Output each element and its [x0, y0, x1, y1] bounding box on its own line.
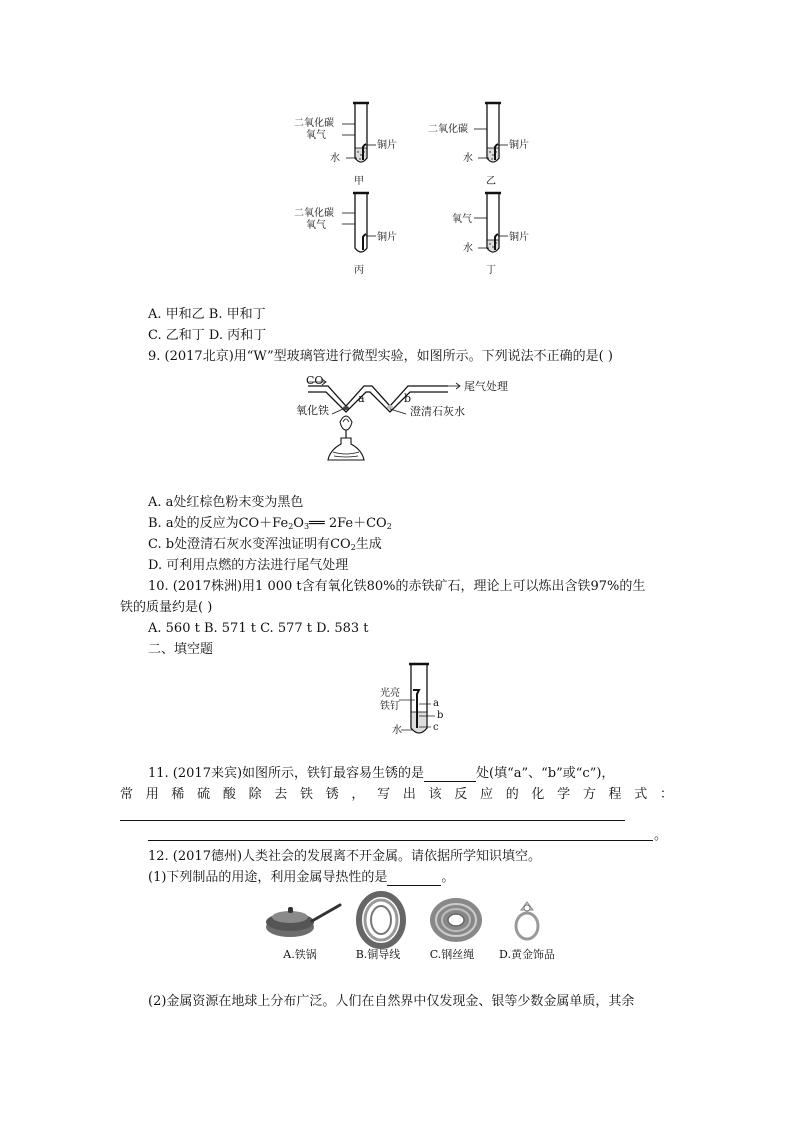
item-d-caption: D.黄金饰品	[499, 948, 555, 961]
q12-sub1-answer-blank[interactable]	[387, 872, 441, 886]
tube-jia-label-water: 水	[330, 153, 340, 164]
q11-line1: 11. (2017来宾)如图所示，铁钉最容易生锈的是 处(填“a”、“b”或“c”)，	[148, 766, 615, 781]
q8-options-line1: A. 甲和乙 B. 甲和丁	[148, 307, 266, 322]
nail-fig-label-a: a	[433, 698, 439, 709]
q9-fig-limewater: 澄清石灰水	[410, 405, 465, 418]
iron-wok-image	[262, 895, 342, 945]
q9-fig-tail-gas: 尾气处理	[464, 380, 508, 393]
tube-yi-label-co2: 二氧化碳	[428, 124, 468, 135]
tube-ding-label-copper: 铜片	[509, 232, 529, 243]
q12-stem: 12. (2017德州)人类社会的发展离不开金属。请依据所学知识填空。	[148, 849, 542, 864]
item-b-caption: B.铜导线	[355, 948, 401, 961]
q11-equation-blank-1[interactable]	[120, 820, 625, 821]
q9-fig-co: CO	[306, 374, 324, 387]
tube-bing-drawing	[340, 190, 400, 270]
tube-bing-label-copper: 铜片	[377, 232, 397, 243]
nail-fig-label-water: 水	[392, 725, 402, 736]
tube-yi-label-water: 水	[463, 153, 473, 164]
q9-fig-iron-oxide: 氧化铁	[296, 404, 329, 417]
q9-stem: 9. (2017北京)用“W”型玻璃管进行微型实验，如图所示。下列说法不正确的是( )	[148, 349, 613, 364]
tube-jia-label-copper: 铜片	[377, 140, 397, 151]
nail-fig-label-b: b	[437, 710, 444, 721]
q11-equation-blank-2[interactable]	[148, 840, 653, 841]
q9-fig-b: b	[404, 392, 412, 405]
nail-fig-label-shiny: 光亮	[380, 688, 400, 699]
q10-options: A. 560 t B. 571 t C. 577 t D. 583 t	[148, 621, 369, 636]
tube-jia-label-o2: 氧气	[306, 130, 326, 141]
section-fill-in-title: 二、填空题	[148, 642, 214, 657]
tube-jia-caption: 甲	[354, 176, 364, 187]
item-a-caption: A.铁锅	[283, 948, 317, 961]
q9-option-a: A. a处红棕色粉末变为黑色	[148, 495, 304, 510]
q8-options-line2: C. 乙和丁 D. 丙和丁	[148, 328, 267, 343]
q11-end-period: 。	[654, 828, 668, 843]
tube-ding-label-o2: 氧气	[452, 214, 472, 225]
tube-jia-label-co2: 二氧化碳	[294, 118, 334, 129]
q9-fig-a: a	[358, 392, 365, 405]
tube-ding-caption: 丁	[486, 265, 496, 276]
steel-cable-image	[426, 892, 486, 948]
q9-option-c: C. b处澄清石灰水变浑浊证明有$CO_2$生成	[148, 537, 382, 552]
copper-wire-image	[353, 892, 409, 948]
item-c-caption: C.钢丝绳	[429, 948, 475, 961]
tube-ding-drawing	[472, 190, 532, 270]
tube-yi-caption: 乙	[486, 176, 496, 187]
tube-ding-label-water: 水	[463, 243, 473, 254]
tube-yi-label-copper: 铜片	[509, 140, 529, 151]
q10-line2: 铁的质量约是( )	[120, 600, 213, 615]
nail-fig-label-nail: 铁钉	[380, 701, 400, 712]
q11-line2: 常用稀硫酸除去铁锈，写出该反应的化学方程式：	[120, 787, 673, 802]
tube-bing-caption: 丙	[354, 265, 364, 276]
q9-option-d: D. 可利用点燃的方法进行尾气处理	[148, 558, 349, 573]
q12-sub1: (1)下列制品的用途，利用金属导热性的是 。	[148, 870, 455, 885]
q12-sub2: (2)金属资源在地球上分布广泛。人们在自然界中仅发现金、银等少数金属单质，其余	[148, 994, 635, 1009]
tube-bing-label-co2: 二氧化碳	[294, 208, 334, 219]
q10-line1: 10. (2017株洲)用1 000 t含有氧化铁80%的赤铁矿石，理论上可以炼出含铁97%的生	[148, 579, 646, 594]
gold-ring-image	[507, 896, 547, 946]
tube-bing-label-o2: 氧气	[306, 220, 326, 231]
nail-fig-label-c: c	[433, 722, 439, 733]
q9-option-b: B. a处的反应为$CO+Fe_2O_3══$ $2Fe+CO_2$	[148, 516, 392, 531]
q11-answer-blank[interactable]	[424, 768, 476, 782]
